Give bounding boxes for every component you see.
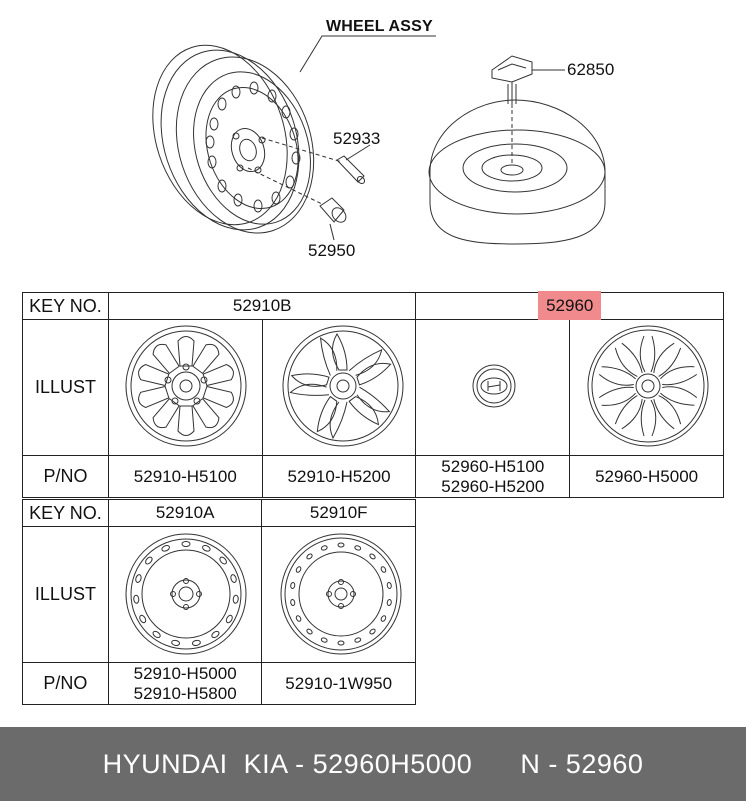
footer-banner (0, 727, 746, 801)
illust-header: ILLUST (23, 320, 109, 456)
callout-52933: 52933 (333, 129, 381, 148)
part-number-52960-h5000: 52960-H5000 (570, 456, 724, 498)
callout-62850: 62850 (567, 60, 615, 79)
steel-wheel-drawing (131, 28, 436, 251)
part-number-line: 52960-H5200 (441, 476, 545, 496)
key-52910f: 52910F (262, 500, 416, 527)
part-number-52910-h5200: 52910-H5200 (262, 456, 416, 498)
footer-brand-part: HYUNDAI KIA - 52960H5000 (102, 748, 473, 779)
tire-bolt-drawing (492, 56, 565, 108)
spare-tire-drawing (429, 100, 605, 244)
part-number-52910-1w950: 52910-1W950 (262, 663, 416, 705)
illust-cell (262, 320, 416, 456)
illust-cell (570, 320, 724, 456)
callout-52950: 52950 (308, 241, 356, 260)
part-number-line: 52910-H5800 (133, 683, 237, 703)
illust-cell (108, 320, 262, 456)
pno-header: P/NO (23, 456, 109, 498)
footer-gap (472, 749, 520, 780)
footer-reference: N - 52960 (520, 748, 644, 779)
part-number-52960-cap (416, 456, 570, 498)
assembly-title: WHEEL ASSY (326, 18, 433, 35)
bottom-parts-table (22, 499, 416, 705)
key-no-header: KEY NO. (23, 500, 109, 527)
key-52910a: 52910A (108, 500, 262, 527)
lug-nut-drawing (248, 168, 349, 240)
key-52960-cell (416, 293, 724, 320)
key-52910b: 52910B (108, 293, 416, 320)
illust-cell (262, 527, 416, 663)
key-no-header: KEY NO. (23, 293, 109, 320)
illust-cell (108, 527, 262, 663)
part-number-52910a (108, 663, 262, 705)
illust-header: ILLUST (23, 527, 109, 663)
part-number-line: 52910-H5000 (133, 663, 237, 683)
top-parts-table (22, 292, 724, 498)
pno-header: P/NO (23, 663, 109, 705)
key-52960-highlight: 52960 (538, 291, 601, 320)
part-number-line: 52960-H5100 (441, 456, 545, 476)
illust-cell (416, 320, 570, 456)
part-number-52910-h5100: 52910-H5100 (108, 456, 262, 498)
